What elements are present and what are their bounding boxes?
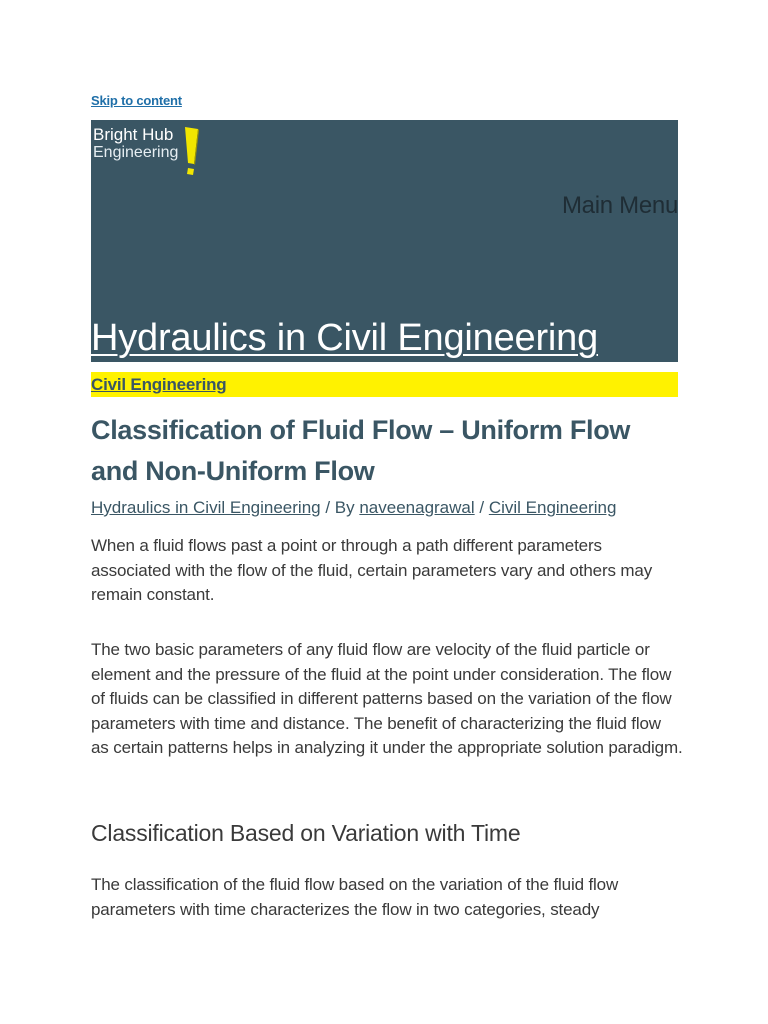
article-paragraph: When a fluid flows past a point or through a path different parameters associated with the flow of the fluid, certain parameters vary and others may remain constant. [91, 536, 653, 604]
category-link[interactable]: Civil Engineering [91, 375, 227, 394]
exclamation-logo-icon [182, 126, 200, 176]
author-link[interactable]: naveenagrawal [359, 498, 475, 517]
category-bar [91, 372, 678, 397]
article-paragraph: The two basic parameters of any fluid flow are velocity of the fluid particle or element and the pressure of the fluid at the point under consideration. The flow of fluids can be classified in different patterns based on the variation of the flow parameters with time and distance. The benefit of characterizing the fluid flow as certain patterns helps in analyzing it under the appropriate solution paradigm. [91, 640, 683, 757]
site-header [91, 120, 678, 362]
logo-line1: Bright Hub [93, 125, 174, 144]
skip-to-content-link[interactable]: Skip to content [91, 93, 182, 108]
site-title-link[interactable]: Hydraulics in Civil Engineering [91, 317, 599, 359]
logo-text [93, 126, 178, 162]
article-meta [91, 498, 616, 518]
meta-tag-link[interactable]: Civil Engineering [488, 498, 617, 517]
main-menu-toggle[interactable]: Main Menu [561, 192, 678, 219]
article-title: Classification of Fluid Flow – Uniform Flow and Non-Uniform Flow [91, 415, 631, 486]
section-heading: Classification Based on Variation with Time [91, 820, 521, 846]
meta-separator: / [474, 498, 489, 517]
meta-category-link[interactable]: Hydraulics in Civil Engineering [91, 498, 321, 517]
logo-line2: Engineering [93, 144, 179, 161]
meta-by-text: / By [320, 498, 360, 517]
section-paragraph: The classification of the fluid flow based on the variation of the fluid flow parameters with time characterizes the flow in two categories, steady [91, 875, 619, 919]
site-logo[interactable] [93, 126, 200, 176]
